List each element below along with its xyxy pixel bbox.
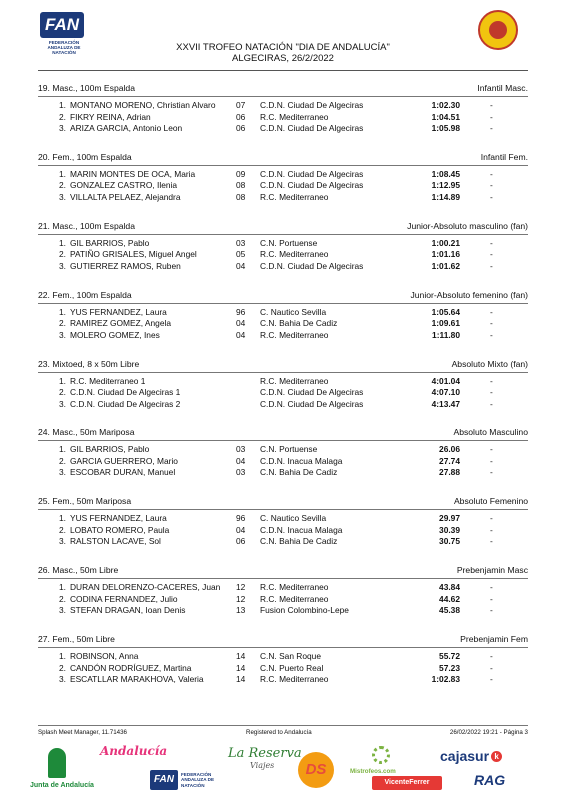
swimmer-name: STEFAN DRAGAN, Ioan Denis — [70, 605, 186, 616]
result-row — [38, 467, 528, 479]
result-place: 3. — [59, 260, 66, 271]
result-points: - — [490, 249, 493, 260]
club-name: C.D.N. Ciudad De Algeciras — [260, 168, 364, 179]
result-points: - — [490, 582, 493, 593]
result-points: - — [490, 329, 493, 340]
result-place: 2. — [59, 662, 66, 673]
result-place: 2. — [59, 318, 66, 329]
club-name: R.C. Mediterraneo — [260, 329, 329, 340]
birth-year: 96 — [236, 306, 246, 317]
result-row — [38, 238, 528, 250]
event-title: 27. Fem., 50m Libre — [38, 634, 115, 645]
la-reserva-logo: La Reserva Viajes — [228, 746, 302, 770]
club-name: C.N. Portuense — [260, 237, 318, 248]
result-time: 57.23 — [439, 662, 460, 673]
swimmer-name: C.D.N. Ciudad De Algeciras 2 — [70, 398, 181, 409]
swimmer-name: ESCOBAR DURAN, Manuel — [70, 467, 176, 478]
club-name: C.N. Bahia De Cadiz — [260, 536, 338, 547]
title-line-1: XXVII TROFEO NATACIÓN "DIA DE ANDALUCÍA" — [176, 42, 390, 53]
event-category: Prebenjamin Fem — [460, 634, 528, 645]
result-time: 1:00.21 — [431, 237, 460, 248]
result-row — [38, 582, 528, 594]
event-category: Infantil Masc. — [477, 83, 528, 93]
result-row — [38, 444, 528, 456]
club-name: C.N. Portuense — [260, 444, 318, 455]
result-place: 3. — [59, 605, 66, 616]
birth-year: 96 — [236, 513, 246, 524]
result-place: 2. — [59, 524, 66, 535]
result-place: 1. — [59, 513, 66, 524]
result-place: 1. — [59, 306, 66, 317]
result-row — [38, 594, 528, 606]
result-time: 1:01.16 — [431, 249, 460, 260]
result-points: - — [490, 111, 493, 122]
result-place: 3. — [59, 467, 66, 478]
birth-year: 08 — [236, 191, 246, 202]
club-name: C. Nautico Sevilla — [260, 306, 327, 317]
result-time: 44.62 — [439, 593, 460, 604]
result-place: 2. — [59, 111, 66, 122]
birth-year: 14 — [236, 651, 246, 662]
result-row — [38, 525, 528, 537]
result-row — [38, 456, 528, 468]
result-place: 3. — [59, 329, 66, 340]
event-title: 26. Masc., 50m Libre — [38, 565, 119, 576]
result-row — [38, 100, 528, 112]
result-place: 1. — [59, 100, 66, 110]
event-header — [38, 218, 528, 237]
event-header — [38, 149, 528, 168]
swimmer-name: PATIÑO GRISALES, Miguel Angel — [70, 249, 197, 260]
swimmer-name: GIL BARRIOS, Pablo — [70, 237, 150, 248]
page-header — [0, 0, 566, 80]
swimmer-name: GARCIA GUERRERO, Mario — [70, 455, 178, 466]
ds-logo: DS — [298, 752, 334, 788]
event-title: 24. Masc., 50m Mariposa — [38, 427, 135, 438]
birth-year: 12 — [236, 593, 246, 604]
event-divider — [38, 234, 528, 235]
result-place: 1. — [59, 651, 66, 662]
birth-year: 03 — [236, 467, 246, 478]
club-name: R.C. Mediterraneo — [260, 674, 329, 685]
swimmer-name: MONTANO MORENO, Christian Alvaro — [70, 100, 216, 110]
result-points: - — [490, 674, 493, 685]
event-header — [38, 493, 528, 512]
result-place: 1. — [59, 168, 66, 179]
result-points: - — [490, 260, 493, 271]
club-name: C.D.N. Ciudad De Algeciras — [260, 260, 364, 271]
result-time: 30.75 — [439, 536, 460, 547]
result-time: 29.97 — [439, 513, 460, 524]
result-time: 30.39 — [439, 524, 460, 535]
result-time: 4:13.47 — [431, 398, 460, 409]
swimmer-name: ESCATLLAR MARAKHOVA, Valeria — [70, 674, 204, 685]
event-header — [38, 287, 528, 306]
swimmer-name: C.D.N. Ciudad De Algeciras 1 — [70, 387, 181, 398]
birth-year: 12 — [236, 582, 246, 593]
swimmer-name: CODINA FERNANDEZ, Julio — [70, 593, 178, 604]
club-name: R.C. Mediterraneo — [260, 593, 329, 604]
result-time: 1:11.80 — [432, 329, 460, 340]
page-footer — [38, 725, 528, 738]
result-points: - — [490, 444, 493, 455]
result-time: 4:01.04 — [431, 375, 460, 386]
event-block — [38, 631, 528, 700]
event-divider — [38, 165, 528, 166]
swimmer-name: ARIZA GARCIA, Antonio Leon — [70, 123, 183, 133]
event-category: Infantil Fem. — [480, 151, 528, 162]
birth-year: 03 — [236, 444, 246, 455]
birth-year: 06 — [236, 123, 246, 133]
result-place: 2. — [59, 455, 66, 466]
event-block — [38, 356, 528, 425]
club-name: C.D.N. Ciudad De Algeciras — [260, 100, 364, 110]
event-divider — [38, 647, 528, 648]
birth-year: 04 — [236, 524, 246, 535]
swimmer-name: MARIN MONTES DE OCA, Maria — [70, 168, 196, 179]
fan-logo-mark: FAN — [40, 12, 84, 38]
result-points: - — [490, 467, 493, 478]
result-points: - — [490, 375, 493, 386]
result-points: - — [490, 513, 493, 524]
result-row — [38, 399, 528, 411]
event-divider — [38, 578, 528, 579]
result-points: - — [490, 168, 493, 179]
rag-logo: RAG — [474, 772, 506, 788]
result-points: - — [490, 536, 493, 547]
birth-year: 09 — [236, 168, 246, 179]
fan-sponsor-logo: FAN FEDERACIÓN ANDALUZA DE NATACIÓN — [150, 770, 220, 792]
club-name: C.N. Bahia De Cadiz — [260, 467, 338, 478]
swimmer-name: GUTIERREZ RAMOS, Ruben — [70, 260, 181, 271]
event-block — [38, 287, 528, 356]
swimmer-name: FIKRY REINA, Adrian — [70, 111, 151, 122]
result-time: 26.06 — [439, 444, 460, 455]
result-points: - — [490, 306, 493, 317]
swimmer-name: R.C. Mediterraneo 1 — [70, 375, 146, 386]
result-row — [38, 663, 528, 675]
swimmer-name: LOBATO ROMERO, Paula — [70, 524, 170, 535]
result-place: 2. — [59, 387, 66, 398]
result-place: 1. — [59, 375, 66, 386]
event-block — [38, 562, 528, 631]
result-row — [38, 376, 528, 388]
birth-year: 14 — [236, 662, 246, 673]
swimmer-name: RAMIREZ GOMEZ, Angela — [70, 318, 171, 329]
result-place: 3. — [59, 536, 66, 547]
result-time: 1:12.95 — [431, 180, 460, 191]
swimmer-name: YUS FERNANDEZ, Laura — [70, 513, 167, 524]
event-block — [38, 493, 528, 562]
result-row — [38, 513, 528, 525]
swimmer-name: ROBINSON, Anna — [70, 651, 139, 662]
swimmer-name: GONZALEZ CASTRO, Ilenia — [70, 180, 178, 191]
event-divider — [38, 372, 528, 373]
club-name: C.D.N. Ciudad De Algeciras — [260, 398, 364, 409]
result-points: - — [490, 524, 493, 535]
result-time: 43.84 — [439, 582, 460, 593]
event-title: 25. Fem., 50m Mariposa — [38, 496, 132, 507]
event-divider — [38, 96, 528, 97]
event-title: 23. Mixtoed, 8 x 50m Libre — [38, 358, 140, 369]
result-points: - — [490, 318, 493, 329]
swimmer-name: CANDÓN RODRÍGUEZ, Martina — [70, 662, 192, 673]
event-divider — [38, 440, 528, 441]
club-name: C.N. San Roque — [260, 651, 321, 662]
result-time: 55.72 — [439, 651, 460, 662]
event-divider — [38, 303, 528, 304]
result-row — [38, 307, 528, 319]
club-name: C.N. Bahia De Cadiz — [260, 318, 338, 329]
page-title — [0, 42, 566, 64]
event-title: 21. Masc., 100m Espalda — [38, 220, 135, 231]
birth-year: 05 — [236, 249, 246, 260]
result-row — [38, 112, 528, 124]
event-header — [38, 562, 528, 581]
result-place: 2. — [59, 249, 66, 260]
result-time: 1:02.30 — [431, 100, 460, 110]
club-name: C.D.N. Inacua Malaga — [260, 455, 343, 466]
swimmer-name: YUS FERNANDEZ, Laura — [70, 306, 167, 317]
result-row — [38, 536, 528, 548]
result-row — [38, 387, 528, 399]
event-header — [38, 80, 528, 99]
club-name: C.D.N. Ciudad De Algeciras — [260, 123, 364, 133]
club-name: R.C. Mediterraneo — [260, 582, 329, 593]
fan-logo-text: FEDERACIÓN ANDALUZA DE NATACIÓN — [47, 40, 81, 56]
result-row — [38, 261, 528, 273]
birth-year: 04 — [236, 260, 246, 271]
result-points: - — [490, 387, 493, 398]
result-time: 45.38 — [439, 605, 460, 616]
event-header — [38, 424, 528, 443]
result-place: 2. — [59, 593, 66, 604]
swimmer-name: DURAN DELORENZO-CACERES, Juan — [70, 582, 221, 593]
result-points: - — [490, 123, 493, 133]
andalucia-logo: Andalucía — [100, 744, 168, 758]
result-time: 1:09.61 — [431, 318, 460, 329]
result-points: - — [490, 455, 493, 466]
swimmer-name: RALSTON LACAVE, Sol — [70, 536, 161, 547]
event-category: Prebenjamin Masc — [456, 565, 528, 576]
mistrofeos-logo: Mistrofeos.com — [350, 746, 414, 776]
result-place: 3. — [59, 123, 66, 133]
birth-year: 04 — [236, 329, 246, 340]
result-time: 1:08.45 — [431, 168, 460, 179]
result-place: 1. — [59, 582, 66, 593]
birth-year: 04 — [236, 318, 246, 329]
result-row — [38, 123, 528, 135]
result-points: - — [490, 593, 493, 604]
result-row — [38, 192, 528, 204]
event-block — [38, 80, 528, 149]
result-place: 1. — [59, 444, 66, 455]
result-row — [38, 249, 528, 261]
event-category: Absoluto Masculino — [453, 427, 528, 438]
sponsor-strip — [0, 740, 566, 800]
result-time: 1:01.62 — [431, 260, 460, 271]
results-list — [38, 80, 528, 700]
result-time: 1:02.83 — [431, 674, 460, 685]
birth-year: 06 — [236, 111, 246, 122]
event-header — [38, 631, 528, 650]
swimmer-name: GIL BARRIOS, Pablo — [70, 444, 150, 455]
event-category: Absoluto Femenino — [453, 496, 528, 507]
club-name: R.C. Mediterraneo — [260, 111, 329, 122]
result-points: - — [490, 398, 493, 409]
footer-date-page: 26/02/2022 19:21 - Página 3 — [449, 729, 528, 736]
birth-year: 14 — [236, 674, 246, 685]
result-row — [38, 674, 528, 686]
title-line-2: ALGECIRAS, 26/2/2022 — [232, 53, 334, 64]
result-points: - — [490, 662, 493, 673]
event-category: Junior-Absoluto femenino (fan) — [410, 289, 528, 300]
club-name: R.C. Mediterraneo — [260, 249, 329, 260]
result-time: 1:05.98 — [431, 123, 460, 133]
birth-year: 07 — [236, 100, 246, 110]
result-row — [38, 605, 528, 617]
event-title: 19. Masc., 100m Espalda — [38, 83, 135, 93]
birth-year: 13 — [236, 605, 246, 616]
club-name: R.C. Mediterraneo — [260, 191, 329, 202]
cajasur-logo: cajasur k — [440, 748, 502, 764]
result-points: - — [490, 180, 493, 191]
club-name: Fusion Colombino-Lepe — [260, 605, 349, 616]
result-time: 27.74 — [439, 455, 460, 466]
result-place: 3. — [59, 674, 66, 685]
result-row — [38, 169, 528, 181]
club-name: C. Nautico Sevilla — [260, 513, 327, 524]
club-name: R.C. Mediterraneo — [260, 375, 329, 386]
event-title: 20. Fem., 100m Espalda — [38, 151, 132, 162]
result-time: 4:07.10 — [431, 387, 460, 398]
club-name: C.D.N. Ciudad De Algeciras — [260, 180, 364, 191]
result-points: - — [490, 100, 493, 110]
result-points: - — [490, 605, 493, 616]
junta-andalucia-logo: Junta de Andalucía — [30, 748, 86, 794]
result-points: - — [490, 237, 493, 248]
header-divider — [38, 70, 528, 71]
result-row — [38, 180, 528, 192]
birth-year: 06 — [236, 536, 246, 547]
event-category: Absoluto Mixto (fan) — [451, 358, 528, 369]
vicente-ferrer-logo: VicenteFerrer — [372, 776, 442, 790]
result-row — [38, 318, 528, 330]
result-place: 3. — [59, 398, 66, 409]
result-row — [38, 330, 528, 342]
swimmer-name: VILLALTA PELAEZ, Alejandra — [70, 191, 181, 202]
event-divider — [38, 509, 528, 510]
event-block — [38, 424, 528, 493]
footer-software: Splash Meet Manager, 11.71436 — [38, 729, 127, 736]
result-place: 3. — [59, 191, 66, 202]
result-time: 27.88 — [439, 467, 460, 478]
event-header — [38, 356, 528, 375]
swimmer-name: MOLERO GOMEZ, Ines — [70, 329, 160, 340]
club-name: C.D.N. Ciudad De Algeciras — [260, 387, 364, 398]
event-category: Junior-Absoluto masculino (fan) — [407, 220, 528, 231]
result-points: - — [490, 191, 493, 202]
result-time: 1:05.64 — [431, 306, 460, 317]
birth-year: 08 — [236, 180, 246, 191]
event-block — [38, 149, 528, 218]
club-name: C.N. Puerto Real — [260, 662, 324, 673]
birth-year: 03 — [236, 237, 246, 248]
event-title: 22. Fem., 100m Espalda — [38, 289, 132, 300]
birth-year: 04 — [236, 455, 246, 466]
club-name: C.D.N. Inacua Malaga — [260, 524, 343, 535]
result-points: - — [490, 651, 493, 662]
result-place: 1. — [59, 237, 66, 248]
footer-registration: Registered to Andalucía — [246, 729, 312, 736]
result-time: 1:04.51 — [431, 111, 460, 122]
result-time: 1:14.89 — [431, 191, 460, 202]
result-place: 2. — [59, 180, 66, 191]
result-row — [38, 651, 528, 663]
event-block — [38, 218, 528, 287]
